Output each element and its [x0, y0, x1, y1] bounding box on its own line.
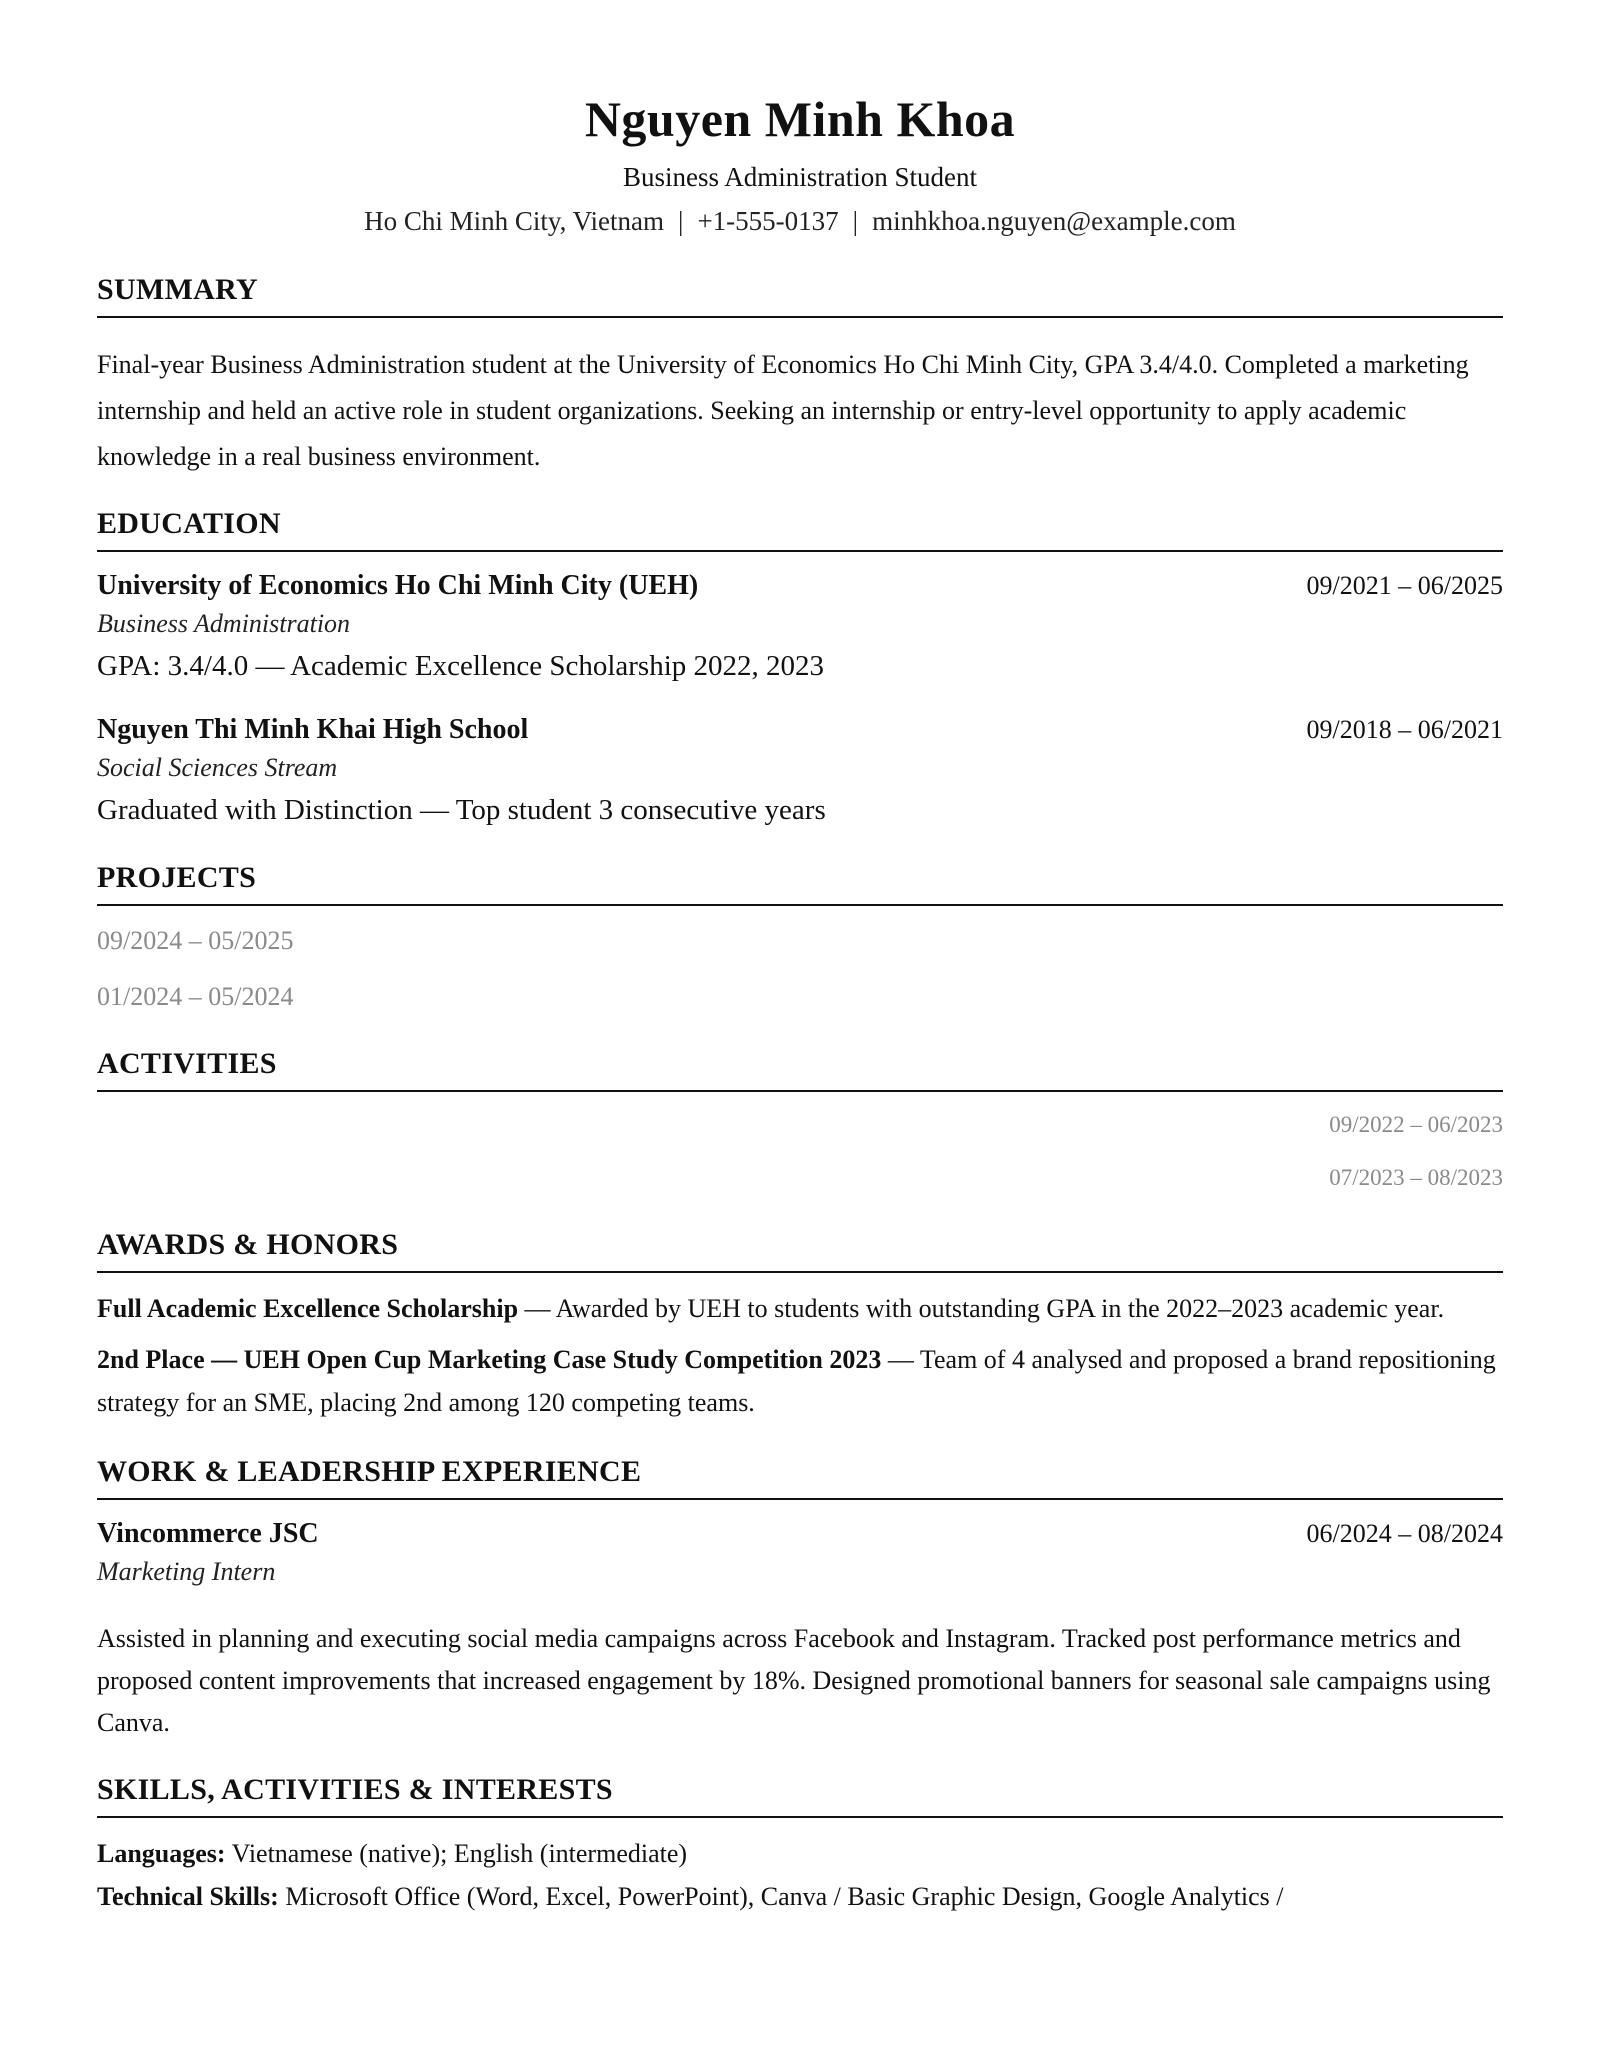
- section-title: PROJECTS: [97, 858, 1503, 906]
- education-program: Business Administration: [97, 609, 351, 638]
- school-name: University of Economics Ho Chi Minh City (UEH): [97, 570, 699, 601]
- education-dates: 09/2018 – 06/2021: [1306, 715, 1503, 744]
- award-name: Full Academic Excellence Scholarship: [97, 1294, 519, 1323]
- awards-section: [97, 1225, 1503, 1424]
- school-name: Nguyen Thi Minh Khai High School: [97, 714, 529, 745]
- award-item: [97, 1338, 1503, 1424]
- skill-label: Languages:: [97, 1839, 226, 1868]
- candidate-headline: Business Administration Student: [622, 162, 978, 192]
- education-dates: 09/2021 – 06/2025: [1306, 571, 1503, 600]
- work-section: [97, 1452, 1503, 1744]
- projects-section: [97, 858, 1503, 1016]
- education-detail: Graduated with Distinction — Top student 3 consecutive years: [97, 794, 826, 826]
- work-dates: 06/2024 – 08/2024: [1306, 1519, 1503, 1548]
- contact-email: minhkhoa.nguyen@example.com: [872, 206, 1236, 236]
- contact-line: [97, 202, 1503, 240]
- contact-location: Ho Chi Minh City, Vietnam: [364, 206, 665, 236]
- section-title: AWARDS & HONORS: [97, 1225, 1503, 1273]
- work-entry: [97, 1514, 1503, 1744]
- section-title: SUMMARY: [97, 270, 1503, 318]
- activity-dates: 07/2023 – 08/2023: [1329, 1165, 1503, 1190]
- skills-section: [97, 1770, 1503, 1918]
- summary-section: [97, 270, 1503, 480]
- award-description: — Awarded by UEH to students with outstanding GPA in the 2022–2023 academic year.: [518, 1294, 1445, 1323]
- skill-value: Vietnamese (native); English (intermediate): [225, 1839, 688, 1868]
- project-dates: 09/2024 – 05/2025: [97, 926, 294, 955]
- summary-text: Final-year Business Administration student at the University of Economics Ho Chi Minh City, GPA 3.4/4.0. Completed a marketing internship and held an active role in student organizations. Seeking an internship or entry-level opportunity to apply academic knowledge in a real business environment.: [97, 350, 1469, 471]
- project-dates: 01/2024 – 05/2024: [97, 982, 294, 1011]
- contact-phone: +1-555-0137: [697, 206, 839, 236]
- contact-separator: |: [678, 206, 684, 236]
- award-name: 2nd Place — UEH Open Cup Marketing Case Study Competition 2023: [97, 1345, 882, 1374]
- contact-separator: |: [852, 206, 859, 236]
- education-entry: [97, 566, 1503, 688]
- work-role: Marketing Intern: [97, 1557, 276, 1586]
- candidate-name: Nguyen Minh Khoa: [584, 91, 1016, 147]
- education-section: [97, 504, 1503, 832]
- award-item: [97, 1287, 1503, 1330]
- work-description: Assisted in planning and executing social media campaigns across Facebook and Instagram. Tracked post performance metrics and proposed content improvements that increased engagement by 18%. Designed promotional banners for seasonal sale campaigns using Canva.: [97, 1624, 1491, 1737]
- activities-section: [97, 1044, 1503, 1195]
- company-name: Vincommerce JSC: [97, 1518, 319, 1549]
- skill-label: Technical Skills:: [97, 1882, 279, 1911]
- education-detail: GPA: 3.4/4.0 — Academic Excellence Scholarship 2022, 2023: [97, 650, 825, 682]
- resume-header: [97, 86, 1503, 240]
- skill-languages: [97, 1832, 1503, 1875]
- section-title: ACTIVITIES: [97, 1044, 1503, 1092]
- skill-technical: [97, 1875, 1503, 1918]
- section-title: SKILLS, ACTIVITIES & INTERESTS: [97, 1770, 1503, 1818]
- skill-value: Microsoft Office (Word, Excel, PowerPoint), Canva / Basic Graphic Design, Google Analytics /: [278, 1882, 1284, 1911]
- education-entry: [97, 710, 1503, 832]
- section-title: WORK & LEADERSHIP EXPERIENCE: [97, 1452, 1503, 1500]
- activity-dates: 09/2022 – 06/2023: [1329, 1112, 1503, 1137]
- award-description: — Team of 4 analysed and proposed a brand repositioning strategy for an SME, placing 2nd among 120 competing teams.: [97, 1345, 1496, 1417]
- education-program: Social Sciences Stream: [97, 753, 338, 782]
- section-title: EDUCATION: [97, 504, 1503, 552]
